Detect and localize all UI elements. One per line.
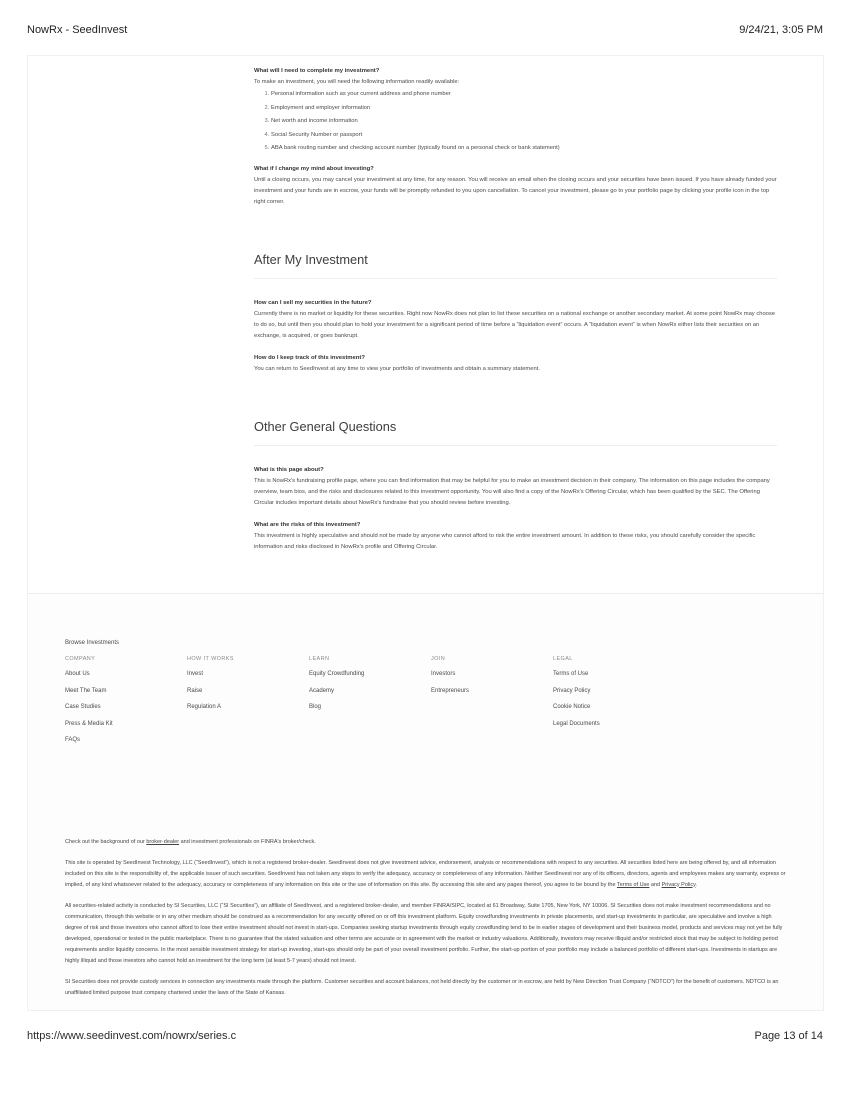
faq-question: What if I change my mind about investing? [254,166,374,172]
list-item: 5. ABA bank routing number and checking account number (typically found on a personal check or bank statement) [271,144,777,153]
legal-text: and investment professionals on FINRA's broker/check. [179,838,316,845]
source-url: https://www.seedinvest.com/nowrx/series.c [27,1030,237,1042]
faq-block-risks [254,520,777,553]
footer-link-privacy-policy[interactable]: Privacy Policy [553,687,591,694]
faq-question: How do I keep track of this investment? [254,355,365,361]
legal-text: . [695,881,697,888]
faq-block-change-mind [254,164,777,208]
list-item: 2. Employment and employer information [271,104,777,113]
privacy-policy-link[interactable]: Privacy Policy [661,881,696,888]
footer-link-cookie-notice[interactable]: Cookie Notice [553,704,591,710]
legal-text: and [649,881,662,888]
legal-text: This site is operated by SeedInvest Technology, LLC (“SeedInvest”), which is not a registered broker-dealer. SeedInvest does not give investment advice, endorsement, analysis or recommendations with respect to any securities. All securities listed here are being offered by, and all information included on this site is the responsibility of, the applicable issuer of such securities. SeedInvest has not taken any steps to verify the adequacy, accuracy or completeness of any information. Neither SeedInvest nor any of its officers, directors, agents and employees makes any warranty, express or implied, of any kind whatsoever related to the adequacy, accuracy or completeness of any information on this site or the use of information on this site. By accessing this site and any pages thereof, you agree to be bound by the [65,859,786,888]
footer-link-case-studies[interactable]: Case Studies [65,704,101,710]
terms-of-use-link[interactable]: Terms of Use [616,881,650,888]
footer-column-header: LEGAL [553,656,573,662]
faq-answer-intro: To make an investment, you will need the following information readily available: [254,79,460,85]
footer-column-legal [553,656,675,753]
faq-block-sell-securities [254,298,777,342]
browse-investments-link[interactable]: Browse Investments [65,640,120,646]
print-timestamp: 9/24/21, 3:05 PM [739,24,823,36]
footer-link-faqs[interactable]: FAQs [65,737,81,743]
faq-block-investment-needs [254,66,777,153]
faq-question: What are the risks of this investment? [254,522,361,528]
footer-column-join [431,656,553,753]
print-footer [27,1030,823,1042]
footer-link-press-media-kit[interactable]: Press & Media Kit [65,720,113,727]
faq-question: How can I sell my securities in the future? [254,300,372,306]
legal-text: Check out the background of our [65,838,147,845]
footer-link-equity-crowdfunding[interactable]: Equity Crowdfunding [309,671,365,677]
footer-link-regulation-a[interactable]: Regulation A [187,704,222,710]
footer-column-header: JOIN [431,656,446,662]
faq-answer: This is NowRx's fundraising profile page, where you can find information that may be helpful for you to make an investment decision in their company. The information on this page includes the company overview, team bios, and the risks and disclosures related to this investment opportunity. You will also find a copy of the NowRx's Offering Circular, which has been qualified by the SEC. The Offering Circular includes important details about NowRx's fundraise that you should review before investing. [254,478,770,506]
footer-link-entrepreneurs[interactable]: Entrepreneurs [431,687,470,694]
faq-question: What is this page about? [254,467,324,473]
faq-answer: Until a closing occurs, you may cancel your investment at any time, for any reason. You will receive an email when the closing occurs and your securities have been issued. If you have already funded your investment and your funds are in escrow, your funds will be promptly refunded to you upon cancellation. To cancel your investment, please go to your portfolio page by clicking your profile icon in the top right corner. [254,177,777,205]
footer-link-invest[interactable]: Invest [187,671,204,677]
footer-link-investors[interactable]: Investors [431,671,456,677]
faq-answer: This investment is highly speculative and should not be made by anyone who cannot afford to risk the entire investment amount. In addition to these risks, you should carefully consider the specific information and risks disclosed in NowRx's profile and Offering Circular. [254,533,756,550]
footer-column-company [65,656,187,753]
footer-nav [65,656,787,753]
broker-dealer-link[interactable]: broker-dealer [146,838,180,845]
faq-question: What will I need to complete my investment? [254,68,380,74]
faq-block-page-about [254,465,777,509]
investment-requirements-list [254,90,777,153]
page-number: Page 13 of 14 [754,1030,823,1042]
footer-link-academy[interactable]: Academy [309,687,335,694]
legal-paragraph-site-operated [65,858,787,891]
faq-block-keep-track [254,353,777,375]
section-title-other-general-questions: Other General Questions [254,420,777,446]
list-item: 3. Net worth and income information [271,117,777,126]
footer-link-about-us[interactable]: About Us [65,671,90,677]
list-item: 1. Personal information such as your current address and phone number [271,90,777,99]
print-header [27,24,823,36]
footer-column-learn [309,656,431,753]
footer-link-raise[interactable]: Raise [187,687,203,694]
footer-column-how-it-works [187,656,309,753]
footer-link-legal-documents[interactable]: Legal Documents [553,720,600,727]
legal-paragraph-si-securities: All securities-related activity is conducted by SI Securities, LLC (“SI Securities”), an affiliate of SeedInvest, and a registered broker-dealer, and member FINRA/SIPC, located at 61 Broadway, Suite 1705, New York, NY 10006. SI Securities does not make investment recommendations and no communication, through this website or in any other medium should be construed as a recommendation for any security offered on or off this investment platform. Equity crowdfunding investments in private placements, and start-up investments in particular, are speculative and involve a high degree of risk and those investors who cannot afford to lose their entire investment should not invest in start-ups. Companies seeking startup investments through equity crowdfunding tend to be in earlier stages of development and their business model, products and services may not yet be fully developed, operational or tested in the public marketplace. There is no guarantee that the stated valuation and other terms are accurate or in agreement with the market or industry valuations. Additionally, investors may receive illiquid and/or restricted stock that may be subject to holding period requirements and/or liquidity concerns. In the most sensible investment strategy for start-up investing, start-ups should only be part of your overall investment portfolio. Further, the start-up portion of your portfolio may include a balanced portfolio of different start-ups. Investments in startups are highly illiquid and those investors who cannot hold an investment for the long term (at least 5-7 years) should not invest. [65,902,783,964]
legal-paragraph-finra [65,837,787,848]
footer-link-blog[interactable]: Blog [309,704,322,710]
footer-link-meet-the-team[interactable]: Meet The Team [65,687,107,694]
footer-column-header: HOW IT WORKS [187,656,234,662]
footer-link-terms-of-use[interactable]: Terms of Use [553,671,589,677]
faq-content [254,66,777,553]
webpage-card [27,55,824,1011]
footer-column-header: COMPANY [65,656,96,662]
site-footer [28,593,823,1010]
footer-column-header: LEARN [309,656,330,662]
section-title-after-my-investment: After My Investment [254,253,777,279]
document-title: NowRx - SeedInvest [27,24,128,36]
legal-disclaimers [65,837,787,999]
faq-answer: You can return to SeedInvest at any time to view your portfolio of investments and obtain a summary statement. [254,366,540,372]
faq-answer: Currently there is no market or liquidity for these securities. Right now NowRx does not plan to list these securities on a national exchange or another secondary market. At some point NowRx may choose to do so, but until then you should plan to hold your investment for a significant period of time before a “liquidation event” occurs. A “liquidation event” is when NowRx either lists their securities on an exchange, is acquired, or goes bankrupt. [254,311,776,339]
legal-paragraph-custody: SI Securities does not provide custody services in connection any investments made through the platform. Customer securities and account balances, not held directly by the customer or in escrow, are held by New Direction Trust Company (“NDTCO”) for the benefit of customers. NDTCO is an unaffiliated limited purpose trust company chartered under the laws of the State of Kansas. [65,978,779,996]
list-item: 4. Social Security Number or passport [271,131,777,140]
